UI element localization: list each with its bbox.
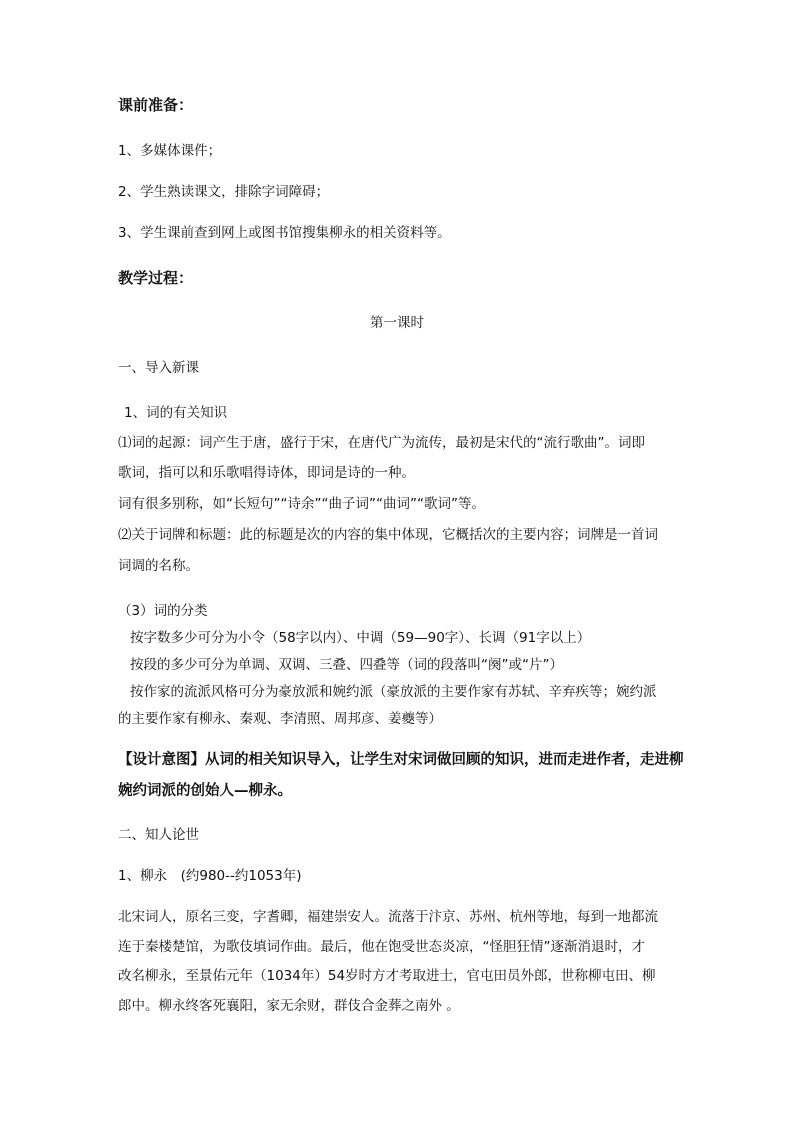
- aliases-line: 词有很多别称，如“长短句”“诗余”“曲子词”“曲词”“歌词”等。: [118, 496, 485, 512]
- design-intent-line-1: 【设计意图】从词的相关知识导入，让学生对宋词做回顾的知识，进而走进作者，走进柳: [118, 752, 684, 768]
- section2-heading: 二、知人论世: [118, 827, 199, 843]
- lesson-title: 第一课时: [370, 315, 424, 331]
- bio-line-2: 连于秦楼楚馆，为歌伎填词作曲。最后，他在饱受世态炎凉，“怪胆狂情”逐渐消退时，才: [118, 939, 645, 955]
- cipai-line-1: ⑵关于词牌和标题：此的标题是次的内容的集中体现，它概括次的主要内容；词牌是一首词: [118, 527, 658, 543]
- origin-line-1: ⑴词的起源：词产生于唐，盛行于宋，在唐代广为流传，最初是宋代的“流行歌曲”。词即: [118, 435, 645, 451]
- design-intent-line-2: 婉约词派的创始人—柳永。: [118, 783, 292, 799]
- prep-item-3: 3、学生课前查到网上或图书馆搜集柳永的相关资料等。: [118, 225, 451, 241]
- bio-line-1: 北宋词人，原名三变，字耆卿，福建崇安人。流落于汴京、苏州、杭州等地，每到一地都流: [118, 909, 658, 925]
- classify-by-style-2: 的主要作家有柳永、秦观、李清照、周邦彦、姜夔等）: [118, 711, 442, 727]
- classify-by-style-1: 按作家的流派风格可分为豪放派和婉约派（豪放派的主要作家有苏轼、辛弃疾等；婉约派: [130, 684, 657, 700]
- bio-line-3: 改名柳永，至景佑元年（1034年）54岁时方才考取进士，官屯田员外郎，世称柳屯田、柳: [118, 968, 656, 984]
- classify-heading: （3）词的分类: [118, 603, 208, 619]
- prep-item-1: 1、多媒体课件；: [118, 143, 222, 159]
- process-heading: 教学过程：: [118, 269, 194, 287]
- classify-by-stanza: 按段的多少可分为单调、双调、三叠、四叠等（词的段落叫“阕”或“片”）: [130, 657, 563, 673]
- origin-line-2: 歌词，指可以和乐歌唱得诗体，即词是诗的一种。: [118, 465, 415, 481]
- classify-by-length: 按字数多少可分为小令（58字以内）、中调（59—90字）、长调（91字以上）: [130, 630, 591, 646]
- section2-sub1: 1、柳永 (约980--约1053年): [118, 868, 302, 884]
- prep-heading: 课前准备：: [118, 96, 194, 114]
- cipai-line-2: 词调的名称。: [118, 558, 199, 574]
- bio-line-4: 郎中。柳永终客死襄阳，家无余财，群伎合金葬之南外 。: [118, 998, 460, 1014]
- section1-sub1: 1、词的有关知识: [124, 405, 228, 421]
- prep-item-2: 2、学生熟读课文，排除字词障碍；: [118, 184, 330, 200]
- section1-heading: 一、导入新课: [118, 360, 199, 376]
